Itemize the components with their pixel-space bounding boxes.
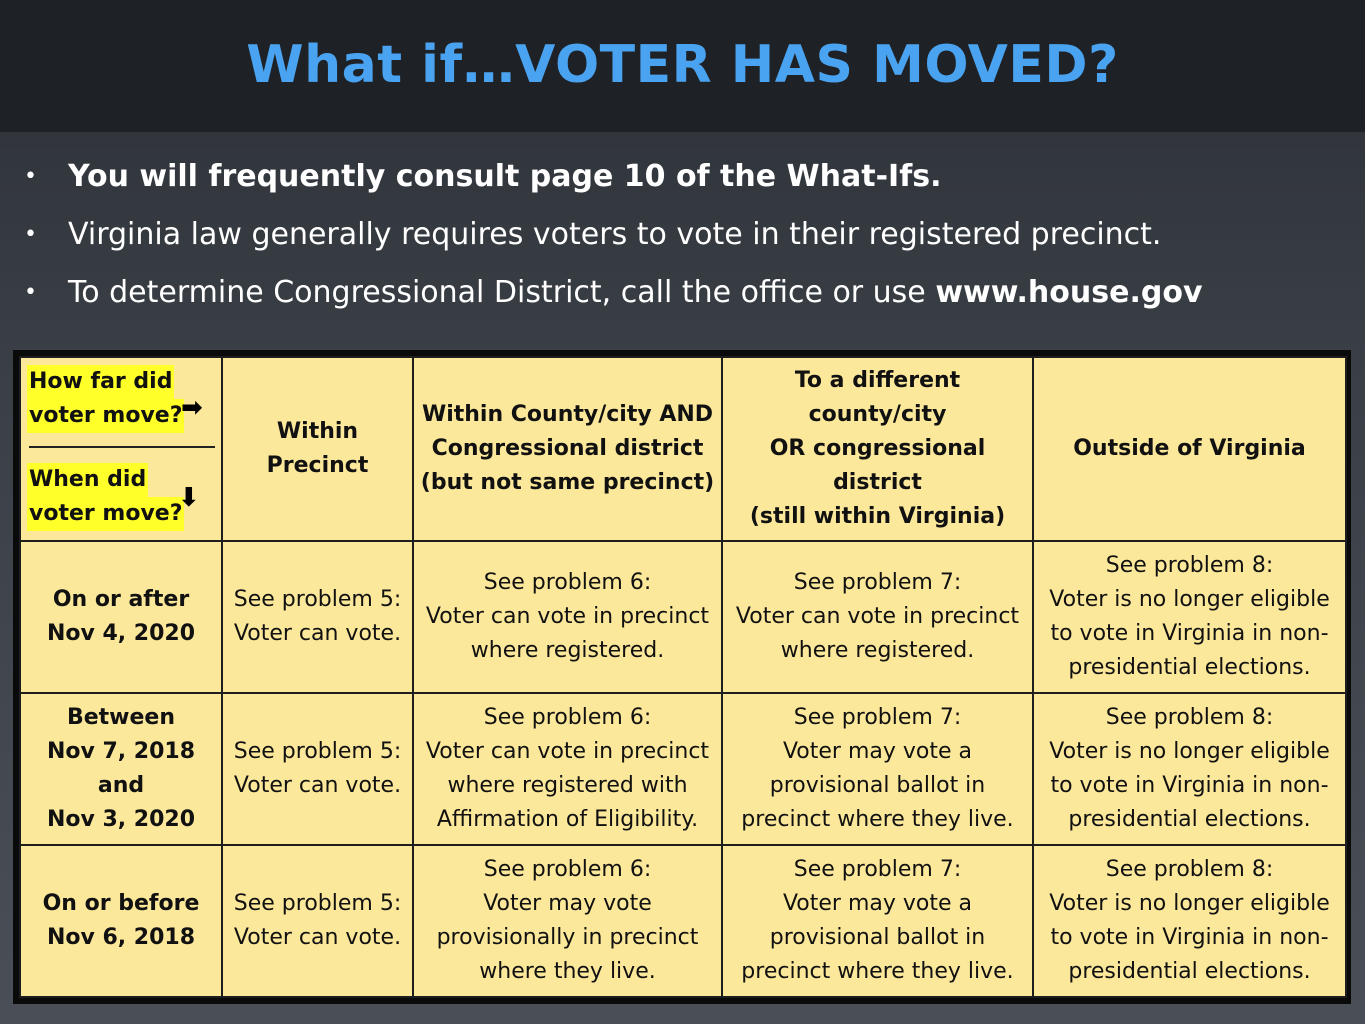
when-line1: When did xyxy=(27,463,148,497)
voter-moved-table xyxy=(19,356,1347,998)
row-label-before-2018: On or before Nov 6, 2018 xyxy=(20,845,222,997)
when-label xyxy=(27,463,184,531)
table-row xyxy=(20,541,1346,693)
bullet-dot-icon: • xyxy=(24,280,37,305)
bullet-item xyxy=(22,152,1342,210)
table-cell: See problem 5: Voter can vote. xyxy=(222,845,413,997)
table-cell: See problem 7: Voter may vote a provisional ballot in precinct where they live. xyxy=(722,845,1033,997)
header-row xyxy=(20,357,1346,541)
bullet-dot-icon: • xyxy=(24,222,37,247)
down-arrow-icon: ⬇ xyxy=(178,483,200,513)
how-far-line2: voter move? xyxy=(27,399,184,433)
title-bar xyxy=(0,0,1365,132)
header-outside-virginia: Outside of Virginia xyxy=(1033,357,1346,541)
table-cell: See problem 7: Voter may vote a provisional ballot in precinct where they live. xyxy=(722,693,1033,845)
slide-title: What if…VOTER HAS MOVED? xyxy=(246,35,1119,95)
table-frame xyxy=(13,350,1351,1004)
corner-cell xyxy=(20,357,222,541)
bullet-item xyxy=(22,210,1342,268)
table-cell: See problem 6: Voter may vote provisionally in precinct where they live. xyxy=(413,845,722,997)
table-cell: See problem 6: Voter can vote in precinct where registered with Affirmation of Eligibility. xyxy=(413,693,722,845)
bullet-list xyxy=(22,152,1342,326)
table-cell: See problem 8: Voter is no longer eligible to vote in Virginia in non- presidential elections. xyxy=(1033,845,1346,997)
right-arrow-icon: ➡ xyxy=(181,393,203,423)
when-line2: voter move? xyxy=(27,497,184,531)
bullet-item xyxy=(22,268,1342,326)
bullet-dot-icon: • xyxy=(24,164,37,189)
row-label-after-2020: On or after Nov 4, 2020 xyxy=(20,541,222,693)
header-within-county: Within County/city AND Congressional district (but not same precinct) xyxy=(413,357,722,541)
table-cell: See problem 7: Voter can vote in precinct where registered. xyxy=(722,541,1033,693)
table-cell: See problem 8: Voter is no longer eligible to vote in Virginia in non- presidential elections. xyxy=(1033,541,1346,693)
bullet-text: You will frequently consult page 10 of the What-Ifs. xyxy=(68,159,942,194)
row-label-between: Between Nov 7, 2018 and Nov 3, 2020 xyxy=(20,693,222,845)
bullet-text: To determine Congressional District, call the office or use xyxy=(68,275,936,310)
how-far-label xyxy=(27,365,184,433)
house-gov-link[interactable]: www.house.gov xyxy=(935,275,1203,310)
table-row xyxy=(20,845,1346,997)
corner-divider xyxy=(29,446,215,448)
table-cell: See problem 6: Voter can vote in precinct where registered. xyxy=(413,541,722,693)
header-different-county: To a different county/city OR congressional district (still within Virginia) xyxy=(722,357,1033,541)
table-cell: See problem 5: Voter can vote. xyxy=(222,541,413,693)
table-cell: See problem 5: Voter can vote. xyxy=(222,693,413,845)
header-within-precinct: Within Precinct xyxy=(222,357,413,541)
bullet-text: Virginia law generally requires voters to vote in their registered precinct. xyxy=(68,217,1162,252)
table-row xyxy=(20,693,1346,845)
table-cell: See problem 8: Voter is no longer eligible to vote in Virginia in non- presidential elections. xyxy=(1033,693,1346,845)
how-far-line1: How far did xyxy=(27,365,174,399)
